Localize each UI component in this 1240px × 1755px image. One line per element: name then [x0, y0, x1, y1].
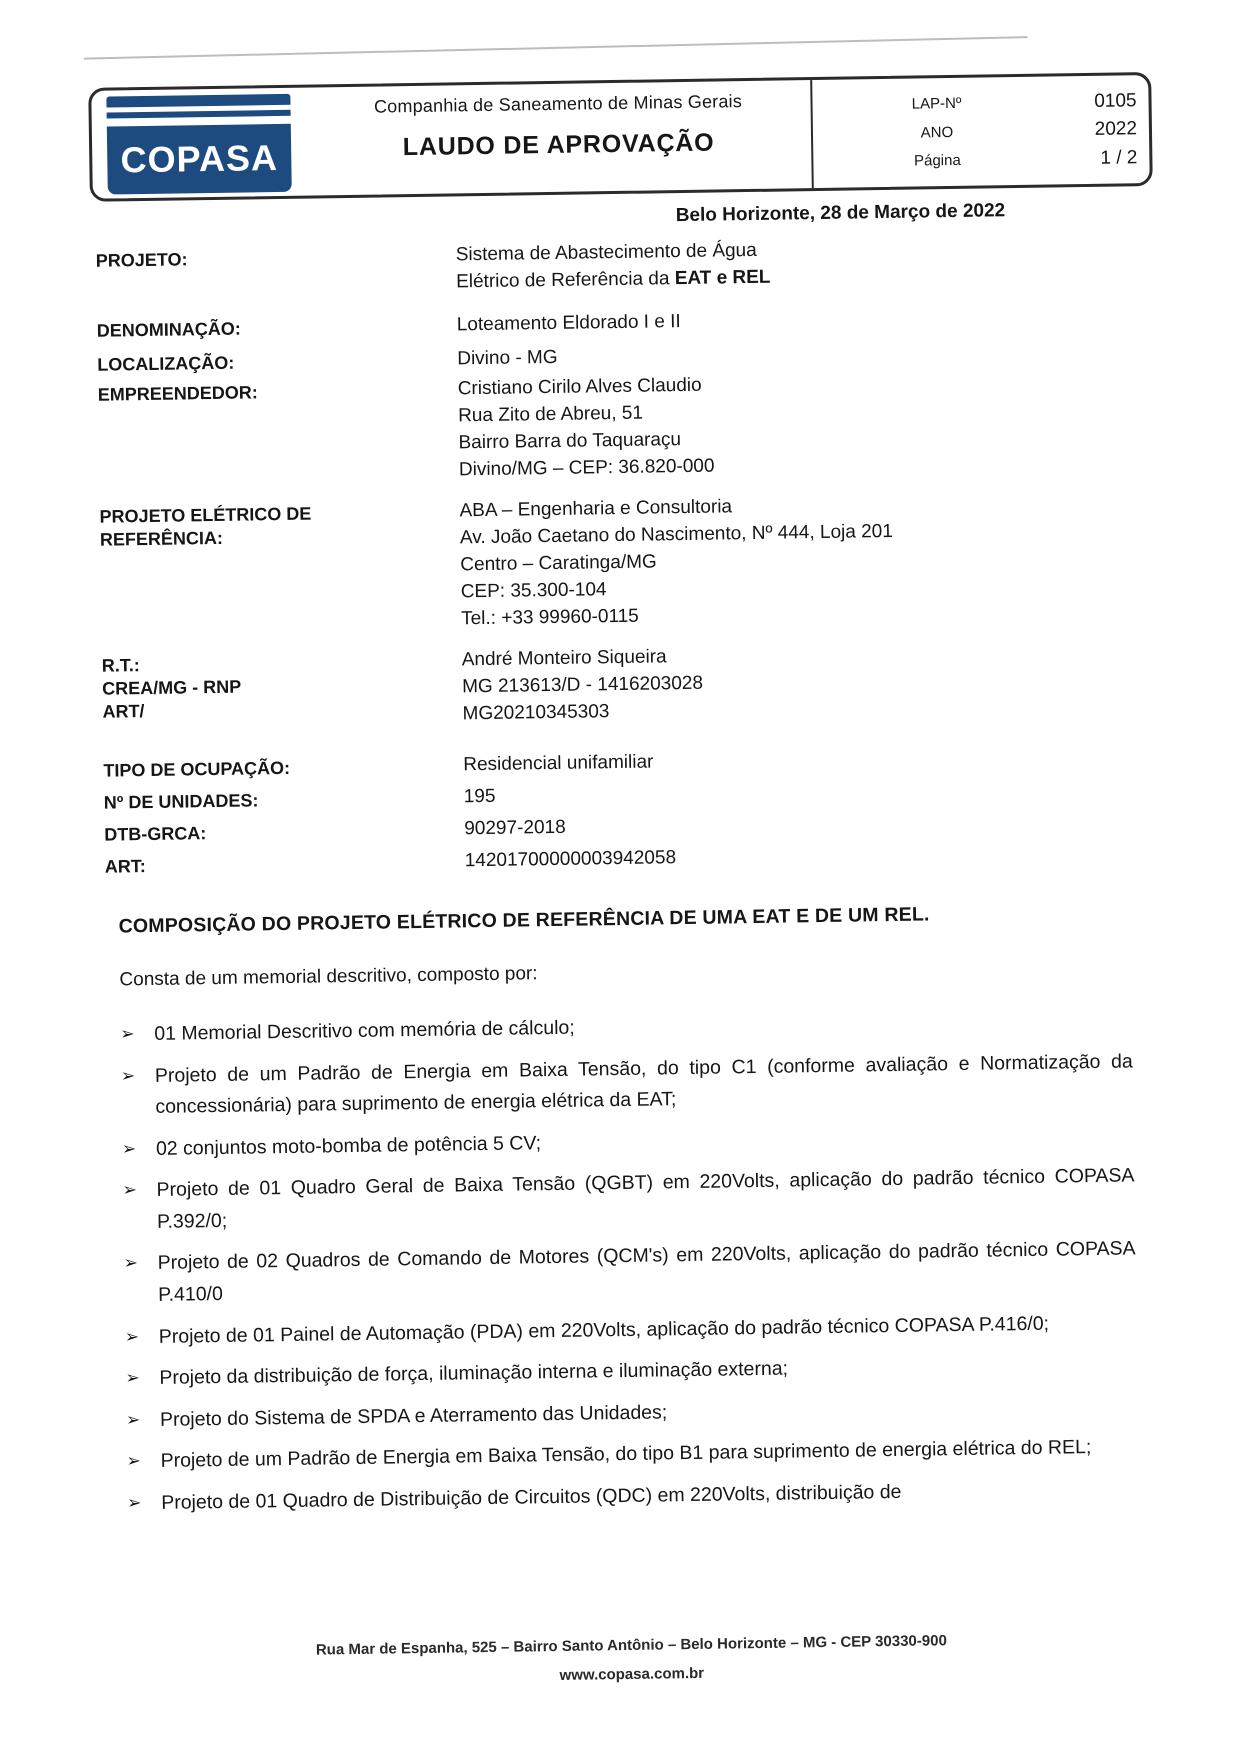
bullet-item [127, 1473, 1139, 1520]
arrow-bullet-icon: ➢ [122, 1180, 137, 1200]
field-label: R.T.: CREA/MG - RNP ART/ [101, 654, 242, 723]
bullet-text: Projeto da distribuição de força, iluminação interna e iluminação externa; [159, 1357, 789, 1390]
arrow-bullet-icon: ➢ [120, 1024, 135, 1044]
meta-value: 1 / 2 [1100, 146, 1138, 169]
bullet-item [126, 1390, 1138, 1437]
bullet-item [121, 1046, 1134, 1124]
field-label: PROJETO: [95, 249, 188, 271]
field-value: 14201700000003942058 [464, 847, 677, 872]
field-label: ART: [104, 856, 146, 878]
field-row [96, 233, 1107, 302]
field-value: 195 [463, 786, 496, 808]
section-heading: COMPOSIÇÃO DO PROJETO ELÉTRICO DE REFERÊNCIA DE UMA EAT E DE UM REL. [118, 903, 930, 938]
copasa-logo [106, 94, 291, 195]
bullet-text: Projeto de 01 Quadro de Distribuição de Circuitos (QDC) em 220Volts, distribuição de [161, 1480, 902, 1514]
bullet-text: Projeto de 01 Painel de Automação (PDA) em 220Volts, aplicação do padrão técnico COPASA P.416/0; [158, 1312, 1050, 1348]
bullet-text: Projeto de um Padrão de Energia em Baixa Tensão, do tipo B1 para suprimento de energia elétrica do REL; [160, 1436, 1092, 1473]
field-row [99, 488, 1111, 638]
header-meta-row [823, 118, 1137, 145]
meta-value: 2022 [1094, 118, 1138, 140]
field-value: André Monteiro Siqueira MG 213613/D - 1416203028 MG20210345303 [461, 645, 704, 724]
bullet-list [120, 1004, 1139, 1529]
field-label: TIPO DE OCUPAÇÃO: [103, 757, 291, 781]
form-header [88, 72, 1153, 202]
bullet-item [122, 1161, 1135, 1239]
arrow-bullet-icon: ➢ [125, 1368, 140, 1388]
bullet-text: Projeto de um Padrão de Energia em Baixa Tensão, do tipo C1 (conforme avaliação e Normatização da concessionária) para suprimento de energia elétrica da EAT; [154, 1049, 1133, 1119]
logo-cell [91, 88, 307, 199]
bullet-item [123, 1234, 1136, 1312]
arrow-bullet-icon: ➢ [126, 1451, 141, 1471]
form-outer-border-line [84, 36, 1028, 59]
field-value: ABA – Engenharia e Consultoria Av. João Caetano do Nascimento, Nº 444, Loja 201 Centro – Caratinga/MG CEP: 35.300-104 Tel.: +33 99960-0115 [459, 496, 894, 629]
field-label: DENOMINAÇÃO: [96, 318, 241, 341]
field-row [102, 637, 1113, 733]
field-label: LOCALIZAÇÃO: [97, 352, 235, 375]
fields [95, 219, 1114, 881]
field-label: DTB-GRCA: [104, 823, 207, 846]
bullet-item [125, 1349, 1137, 1396]
field-value: Divino - MG [457, 346, 558, 370]
field-value: Sistema de Abastecimento de Água Elétrico de Referência da EAT e REL [455, 239, 771, 293]
date-line: Belo Horizonte, 28 de Março de 2022 [675, 200, 1006, 227]
arrow-bullet-icon: ➢ [120, 1065, 136, 1086]
meta-label: ANO [920, 123, 954, 141]
field-label: PROJETO ELÉTRICO DE REFERÊNCIA: [99, 503, 312, 550]
bullet-item [125, 1307, 1137, 1354]
section-intro: Consta de um memorial descritivo, composto por: [119, 963, 538, 991]
meta-label: Página [913, 151, 961, 170]
logo-wordmark: COPASA [107, 124, 292, 195]
title-cell [305, 80, 812, 195]
field-value: Cristiano Cirilo Alves Claudio Rua Zito de Abreu, 51 Bairro Barra do Taquaraçu Divino/MG – CEP: 36.820-000 [457, 374, 715, 481]
arrow-bullet-icon: ➢ [127, 1493, 142, 1513]
arrow-bullet-icon: ➢ [123, 1253, 139, 1273]
bullet-item [122, 1119, 1134, 1166]
bullet-item [120, 1004, 1132, 1051]
field-value: Residencial unifamiliar [463, 750, 654, 775]
bullet-text: 02 conjuntos moto-bomba de potência 5 CV; [155, 1131, 542, 1160]
page-footer [11, 1623, 1240, 1698]
footer-website: www.copasa.com.br [559, 1664, 705, 1684]
arrow-bullet-icon: ➢ [124, 1326, 140, 1347]
bullet-text: 01 Memorial Descritivo com memória de cálculo; [154, 1016, 575, 1045]
footer-address: Rua Mar de Espanha, 525 – Bairro Santo Antônio – Belo Horizonte – MG - CEP 30330-900 [315, 1632, 947, 1659]
bullet-item [126, 1432, 1138, 1479]
header-meta-row [823, 147, 1137, 174]
field-value: 90297-2018 [464, 817, 566, 840]
arrow-bullet-icon: ➢ [121, 1138, 137, 1159]
meta-value: 0105 [1094, 89, 1137, 112]
field-label: EMPREENDEDOR: [97, 382, 258, 405]
field-label: Nº DE UNIDADES: [103, 790, 259, 814]
arrow-bullet-icon: ➢ [125, 1409, 141, 1430]
header-meta-row [822, 90, 1136, 117]
company-name: Companhia de Saneamento de Minas Gerais [373, 91, 743, 117]
field-value: Loteamento Eldorado I e II [456, 310, 681, 336]
bullet-text: Projeto do Sistema de SPDA e Aterramento das Unidades; [159, 1401, 668, 1431]
bullet-text: Projeto de 01 Quadro Geral de Baixa Tensão (QGBT) em 220Volts, aplicação do padrão técnico COPASA P.392/0; [156, 1164, 1135, 1233]
document-title: LAUDO DE APROVAÇÃO [402, 128, 715, 162]
header-meta [810, 75, 1150, 188]
bullet-text: Projeto de 02 Quadros de Comando de Motores (QCM's) em 220Volts, aplicação do padrão técnico COPASA P.410/0 [157, 1237, 1136, 1306]
field-row [98, 367, 1109, 490]
meta-label: LAP-Nº [911, 94, 962, 113]
